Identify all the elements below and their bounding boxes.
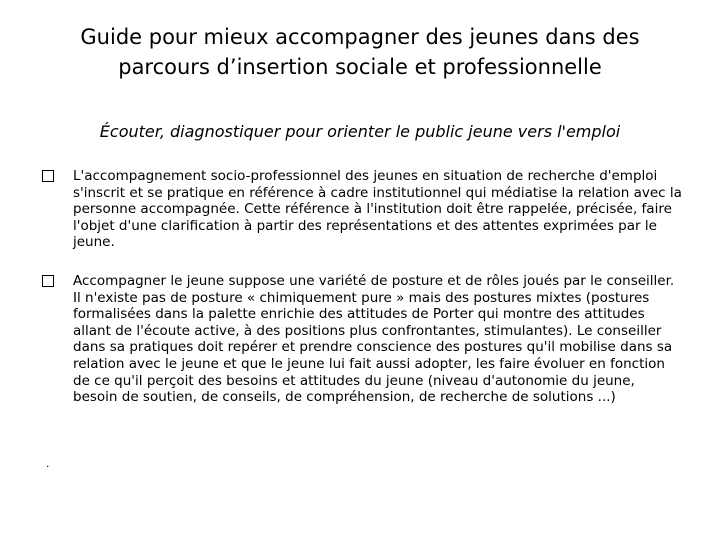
slide-subtitle: Écouter, diagnostiquer pour orienter le public jeune vers l'emploi (99, 122, 621, 141)
trailing-mark: . (46, 456, 50, 470)
bullet-list (42, 168, 682, 406)
bullet-item (42, 168, 682, 251)
bullet-item (42, 273, 682, 406)
slide-title (60, 22, 660, 82)
title-line-2: parcours d’insertion sociale et professionnelle (118, 55, 602, 79)
checkbox-square-icon (42, 275, 54, 287)
bullet-text: L'accompagnement socio-professionnel des jeunes en situation de recherche d'emploi s'inscrit et se pratique en référence à cadre institutionnel qui médiatise la relation avec la personne accompagnée. Cette référence à l'institution doit être rappelée, précisée, faire l'objet d'une clarification à partir des représentations et des attentes exprimées par le jeune. (73, 168, 682, 251)
title-line-1: Guide pour mieux accompagner des jeunes dans des (80, 25, 640, 49)
checkbox-square-icon (42, 170, 54, 182)
bullet-text: Accompagner le jeune suppose une variété de posture et de rôles joués par le conseiller. Il n'existe pas de posture « chimiquement pure » mais des postures mixtes (postures formalisées dans la palette enrichie des attitudes de Porter qui montre des attitudes allant de l'écoute active, à des positions plus confrontantes, stimulantes). Le conseiller dans sa pratiques doit repérer et prendre conscience des postures qu'il mobilise dans sa relation avec le jeune et que le jeune lui fait aussi adopter, les faire évoluer en fonction de ce qu'il perçoit des besoins et attitudes du jeune (niveau d'autonomie du jeune, besoin de soutien, de conseils, de compréhension, de recherche de solutions ...) (73, 272, 675, 406)
